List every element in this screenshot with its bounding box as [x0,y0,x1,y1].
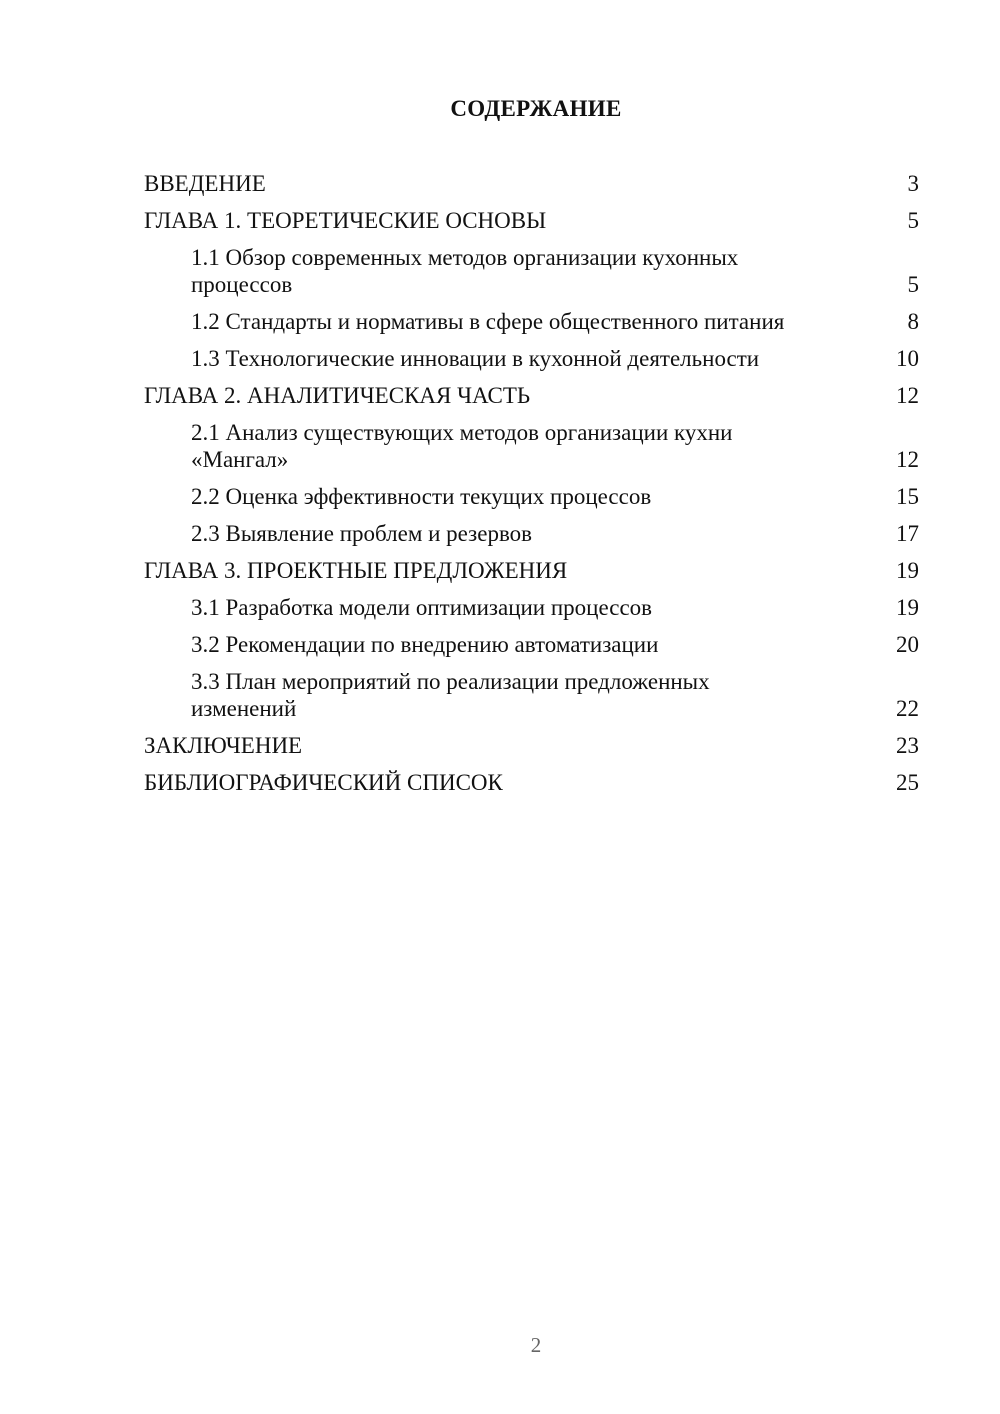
toc-entry-page: 23 [896,733,919,758]
toc-entry-text: 2.2 Оценка эффективности текущих процессов [191,484,652,509]
toc-entry-text: БИБЛИОГРАФИЧЕСКИЙ СПИСОК [144,770,503,795]
toc-entry-section-1-3 [144,345,919,372]
toc-title: СОДЕРЖАНИЕ [450,96,622,121]
toc-entry-section-3-2 [144,631,919,658]
toc-entry-page: 20 [896,632,919,657]
toc-entry-text: ЗАКЛЮЧЕНИЕ [144,733,303,758]
toc-entry-page: 12 [896,383,919,408]
toc-entry-text: ГЛАВА 2. АНАЛИТИЧЕСКАЯ ЧАСТЬ [144,383,531,408]
toc-entry-section-2-2 [144,483,919,510]
toc-entry-text: 3.1 Разработка модели оптимизации процессов [191,595,653,620]
page-number: 2 [530,1333,542,1357]
toc-entry-text: 2.3 Выявление проблем и резервов [191,521,533,546]
toc-entry-conclusion [144,732,919,759]
toc-entry-page: 22 [896,696,919,721]
toc-entry-page: 19 [896,595,919,620]
table-of-contents [144,170,919,806]
toc-entry-page: 25 [896,770,919,795]
toc-entry-text: ВВЕДЕНИЕ [144,171,266,196]
toc-entry-text: 1.3 Технологические инновации в кухонной деятельности [191,346,760,371]
toc-entry-section-2-3 [144,520,919,547]
toc-entry-text: 2.1 Анализ существующих методов организации кухни «Мангал» [191,420,733,472]
toc-entry-introduction [144,170,919,197]
toc-entry-page: 15 [896,484,919,509]
toc-entry-chapter-2 [144,382,919,409]
toc-entry-page: 10 [896,346,919,371]
toc-entry-chapter-1 [144,207,919,234]
toc-entry-chapter-3 [144,557,919,584]
toc-entry-page: 5 [907,208,919,233]
toc-entry-bibliography [144,769,919,796]
toc-entry-page: 12 [896,447,919,472]
toc-entry-page: 3 [907,171,919,196]
toc-entry-text: ГЛАВА 3. ПРОЕКТНЫЕ ПРЕДЛОЖЕНИЯ [144,558,568,583]
toc-entry-section-1-1 [144,244,919,298]
toc-entry-text: 3.2 Рекомендации по внедрению автоматизации [191,632,659,657]
toc-entry-section-3-3 [144,668,919,722]
toc-entry-page: 5 [907,272,919,297]
toc-entry-text: 3.3 План мероприятий по реализации предложенных изменений [191,669,710,721]
toc-entry-text: 1.1 Обзор современных методов организации кухонных процессов [191,245,739,297]
toc-entry-section-3-1 [144,594,919,621]
toc-entry-page: 8 [907,309,919,334]
toc-entry-section-1-2 [144,308,919,335]
toc-entry-text: 1.2 Стандарты и нормативы в сфере общественного питания [191,309,785,334]
toc-entry-section-2-1 [144,419,919,473]
toc-entry-page: 19 [896,558,919,583]
toc-entry-text: ГЛАВА 1. ТЕОРЕТИЧЕСКИЕ ОСНОВЫ [144,208,547,233]
toc-entry-page: 17 [896,521,919,546]
